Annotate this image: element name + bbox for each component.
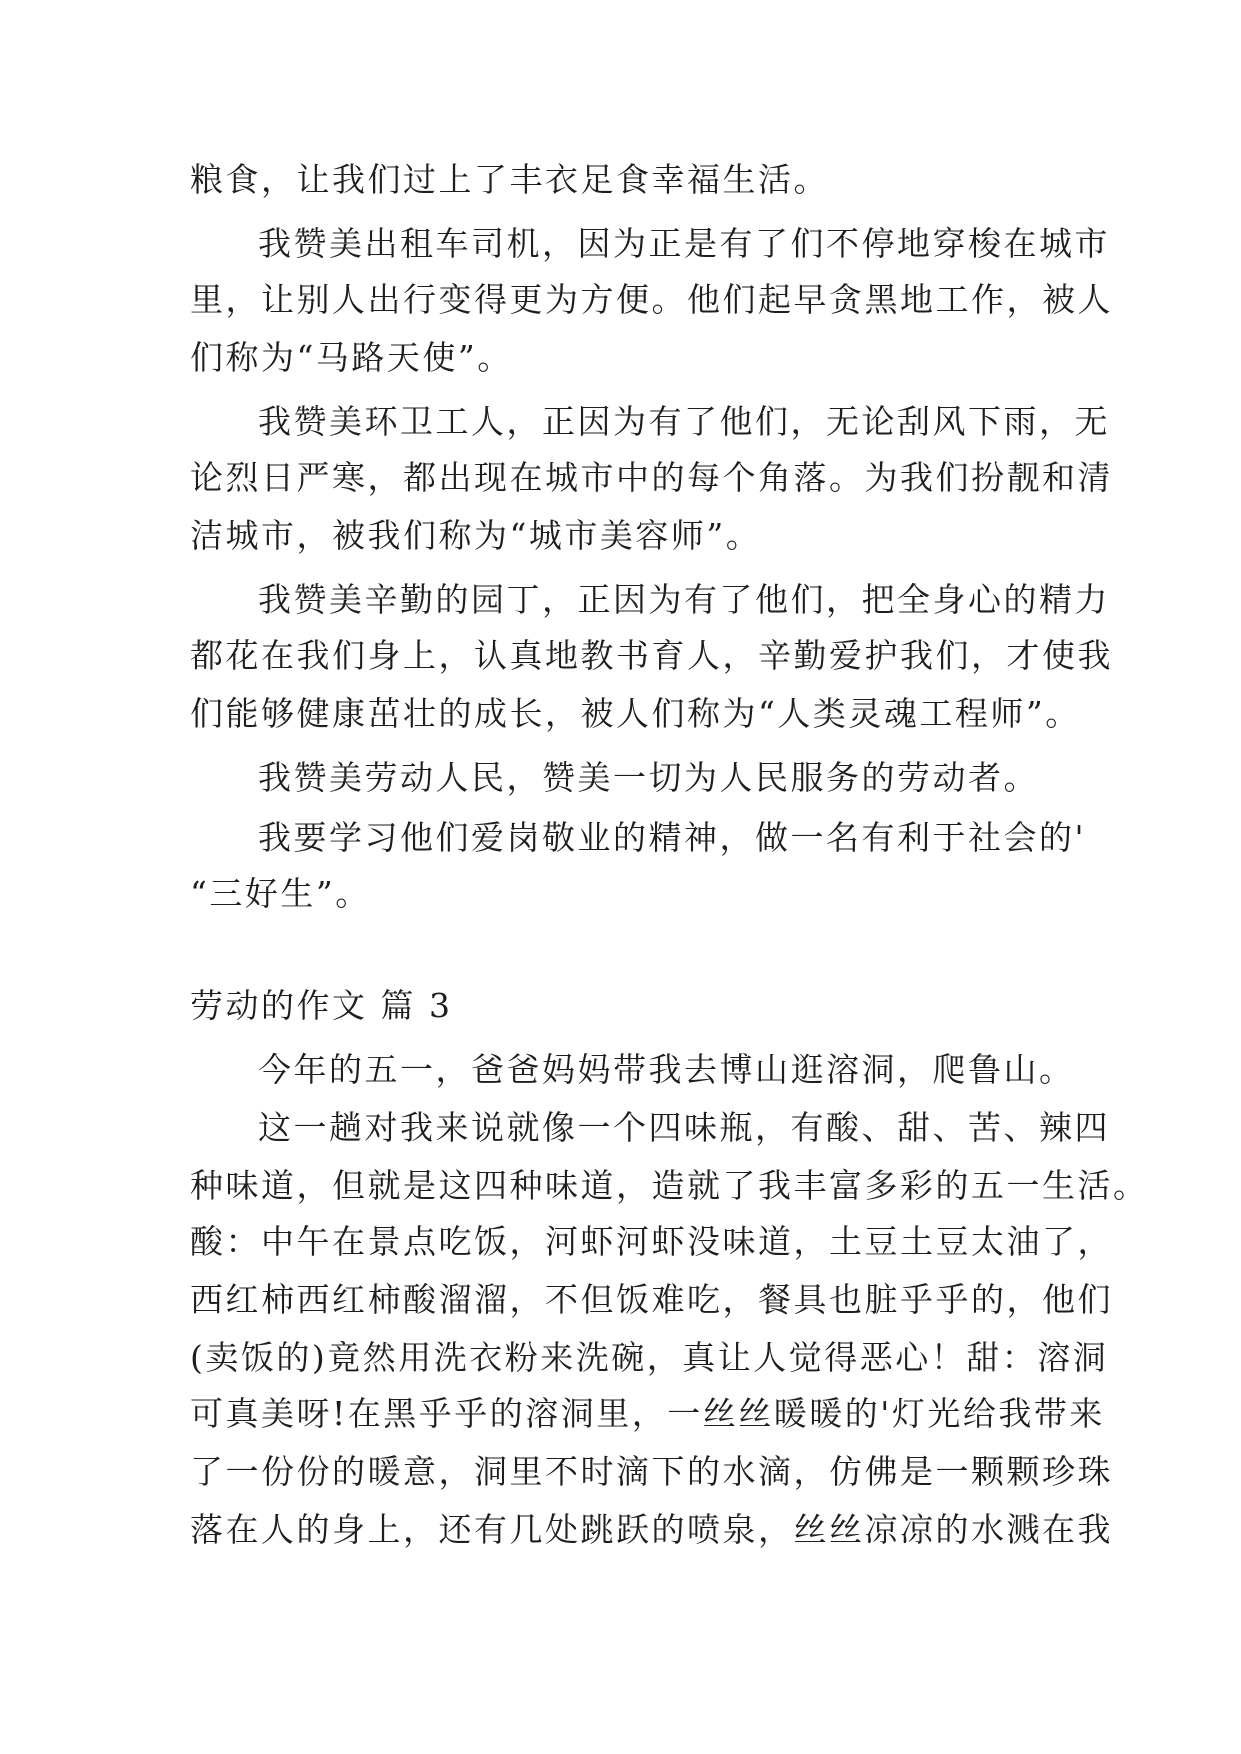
text-line-content: 了一份份的暖意，洞里不时滴下的水滴，仿佛是一颗颗珍珠 — [190, 1452, 1113, 1491]
text-line-content: (卖饭的)竟然用洗衣粉来洗碗，真让人觉得恶心！甜：溶洞 — [190, 1338, 1109, 1377]
text-line-content: 我赞美辛勤的园丁，正因为有了他们，把全身心的精力 — [258, 580, 1110, 619]
text-line — [0, 1328, 1241, 1388]
text-line — [0, 448, 1241, 508]
text-line-content: 种味道，但就是这四种味道，造就了我丰富多彩的五一生活。 — [190, 1166, 1149, 1205]
text-line-content: 都花在我们身上，认真地教书育人，辛勤爱护我们，才使我 — [190, 636, 1113, 675]
text-line — [0, 748, 1241, 808]
text-line — [0, 270, 1241, 330]
text-line — [0, 150, 1241, 210]
section-heading — [0, 976, 1241, 1036]
text-line — [0, 1384, 1241, 1444]
text-line — [0, 1098, 1241, 1158]
text-line — [0, 1270, 1241, 1330]
text-line-content: 洁城市，被我们称为“城市美容师”。 — [190, 516, 762, 555]
text-line — [0, 1212, 1241, 1272]
text-line-content: 酸：中午在景点吃饭，河虾河虾没味道，土豆土豆太油了， — [190, 1222, 1113, 1261]
text-line — [0, 684, 1241, 744]
text-line-content: 今年的五一，爸爸妈妈带我去博山逛溶洞，爬鲁山。 — [258, 1050, 1075, 1089]
text-line-content: 我赞美劳动人民，赞美一切为人民服务的劳动者。 — [258, 758, 1039, 797]
text-line-content: 这一趟对我来说就像一个四味瓶，有酸、甜、苦、辣四 — [258, 1108, 1110, 1147]
text-line — [0, 626, 1241, 686]
text-line-content: 落在人的身上，还有几处跳跃的喷泉，丝丝凉凉的水溅在我 — [190, 1510, 1113, 1549]
text-line — [0, 328, 1241, 388]
text-line-content: 我赞美出租车司机，因为正是有了们不停地穿梭在城市 — [258, 224, 1110, 263]
text-line — [0, 808, 1241, 868]
text-line — [0, 214, 1241, 274]
section-heading-text: 劳动的作文 篇 3 — [190, 986, 453, 1025]
text-line-content: 们能够健康茁壮的成长，被人们称为“人类灵魂工程师”。 — [190, 694, 1081, 733]
text-line-content: 里，让别人出行变得更为方便。他们起早贪黑地工作，被人 — [190, 280, 1113, 319]
text-line — [0, 1156, 1241, 1216]
text-line-content: 粮食，让我们过上了丰衣足食幸福生活。 — [190, 160, 829, 199]
text-line-content: 西红柿西红柿酸溜溜，不但饭难吃，餐具也脏乎乎的，他们 — [190, 1280, 1113, 1319]
text-line — [0, 506, 1241, 566]
text-line — [0, 570, 1241, 630]
text-line — [0, 1040, 1241, 1100]
text-line-content: 论烈日严寒，都出现在城市中的每个角落。为我们扮靓和清 — [190, 458, 1113, 497]
text-line-content: 我赞美环卫工人，正因为有了他们，无论刮风下雨，无 — [258, 402, 1110, 441]
text-line — [0, 392, 1241, 452]
text-line — [0, 1500, 1241, 1560]
text-line — [0, 864, 1241, 924]
text-line-content: 们称为“马路天使”。 — [190, 338, 513, 377]
text-line-content: 可真美呀!在黑乎乎的溶洞里，一丝丝暖暖的'灯光给我带来 — [190, 1394, 1105, 1433]
text-line-content: 我要学习他们爱岗敬业的精神，做一名有利于社会的' — [258, 818, 1087, 857]
text-line-content: “三好生”。 — [190, 874, 371, 913]
text-line — [0, 1442, 1241, 1502]
